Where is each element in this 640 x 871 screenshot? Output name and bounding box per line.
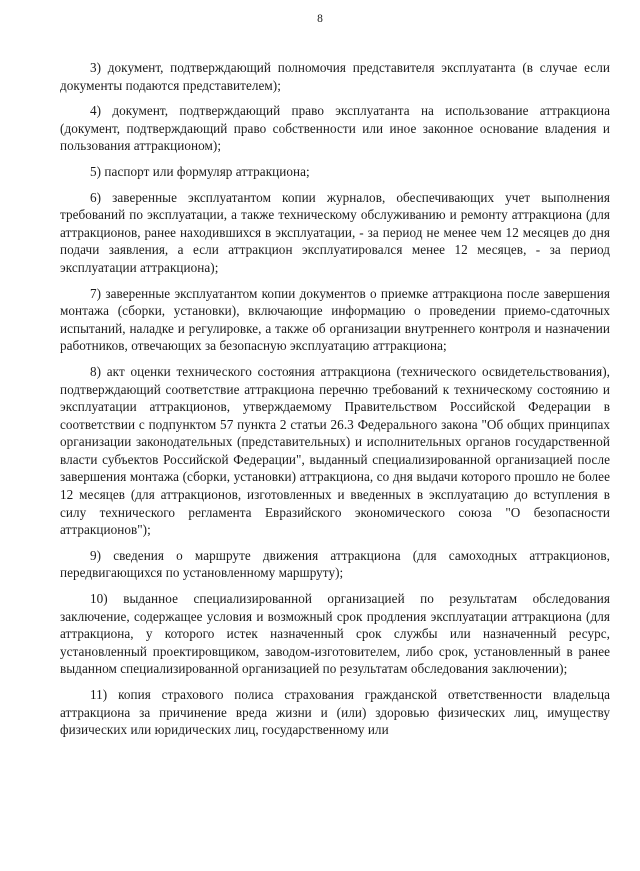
document-body <box>60 59 610 747</box>
paragraph-item-11: 11) копия страхового полиса страхования гражданской ответственности владельца аттракциона за причинение вреда жизни и (или) здоровью физических лиц, имуществу физических или юридических лиц, государственному или <box>60 687 610 738</box>
paragraph-item-4: 4) документ, подтверждающий право эксплуатанта на использование аттракциона (документ, подтверждающий право собственности или иное законное основание владения и пользования аттракционом); <box>60 103 610 154</box>
paragraph-item-7: 7) заверенные эксплуатантом копии документов о приемке аттракциона после завершения монтажа (сборки, установки), включающие информацию о проведении приемо-сдаточных испытаний, наладке и регулировке, а также об организации внутреннего контроля и назначении работников, отвечающих за безопасную эксплуатацию аттракциона; <box>60 285 610 354</box>
paragraph-item-5: 5) паспорт или формуляр аттракциона; <box>90 163 310 179</box>
paragraph-item-3: 3) документ, подтверждающий полномочия представителя эксплуатанта (в случае если документы подаются представителем); <box>60 60 610 93</box>
paragraph-item-6: 6) заверенные эксплуатантом копии журналов, обеспечивающих учет выполнения требований по эксплуатации, а также техническому обслуживанию и ремонту аттракциона (для аттракционов, ранее находившихся в эксплуатации, - за период не менее чем 12 месяцев до дня подачи заявления, а если аттракцион эксплуатировался менее 12 месяцев, - за период эксплуатации аттракциона); <box>60 189 610 275</box>
paragraph-item-9: 9) сведения о маршруте движения аттракциона (для самоходных аттракционов, передвигающихся по установленному маршруту); <box>60 547 610 581</box>
page-number: 8 <box>317 13 323 25</box>
paragraph-item-10: 10) выданное специализированной организацией по результатам обследования заключение, содержащее условия и возможный срок продления эксплуатации аттракциона (для аттракциона, у которого истек назначенный срок службы или назначенный ресурс, установленный проектировщиком, заводом-изготовителем, либо срок, установленный в ранее выданном специализированной организацией по результатам обследования заключении); <box>60 591 610 677</box>
paragraph-item-8: 8) акт оценки технического состояния аттракциона (технического освидетельствования), подтверждающий соответствие аттракциона перечню требований к техническому состоянию и эксплуатации аттракционов, утверждаемому Правительством Российской Федерации в соответствии с подпунктом 57 пункта 2 статьи 26.3 Федерального закона "Об общих принципах организации законодательных (представительных) и исполнительных органов государственной власти субъектов Российской Федерации", выданный специализированной организацией после завершения монтажа (сборки, установки) аттракциона, со дня выдачи которого прошло не более 12 месяцев (для аттракционов, изготовленных и введенных в эксплуатацию до вступления в силу технического регламента Евразийского экономического союза "О безопасности аттракционов"); <box>60 363 610 538</box>
